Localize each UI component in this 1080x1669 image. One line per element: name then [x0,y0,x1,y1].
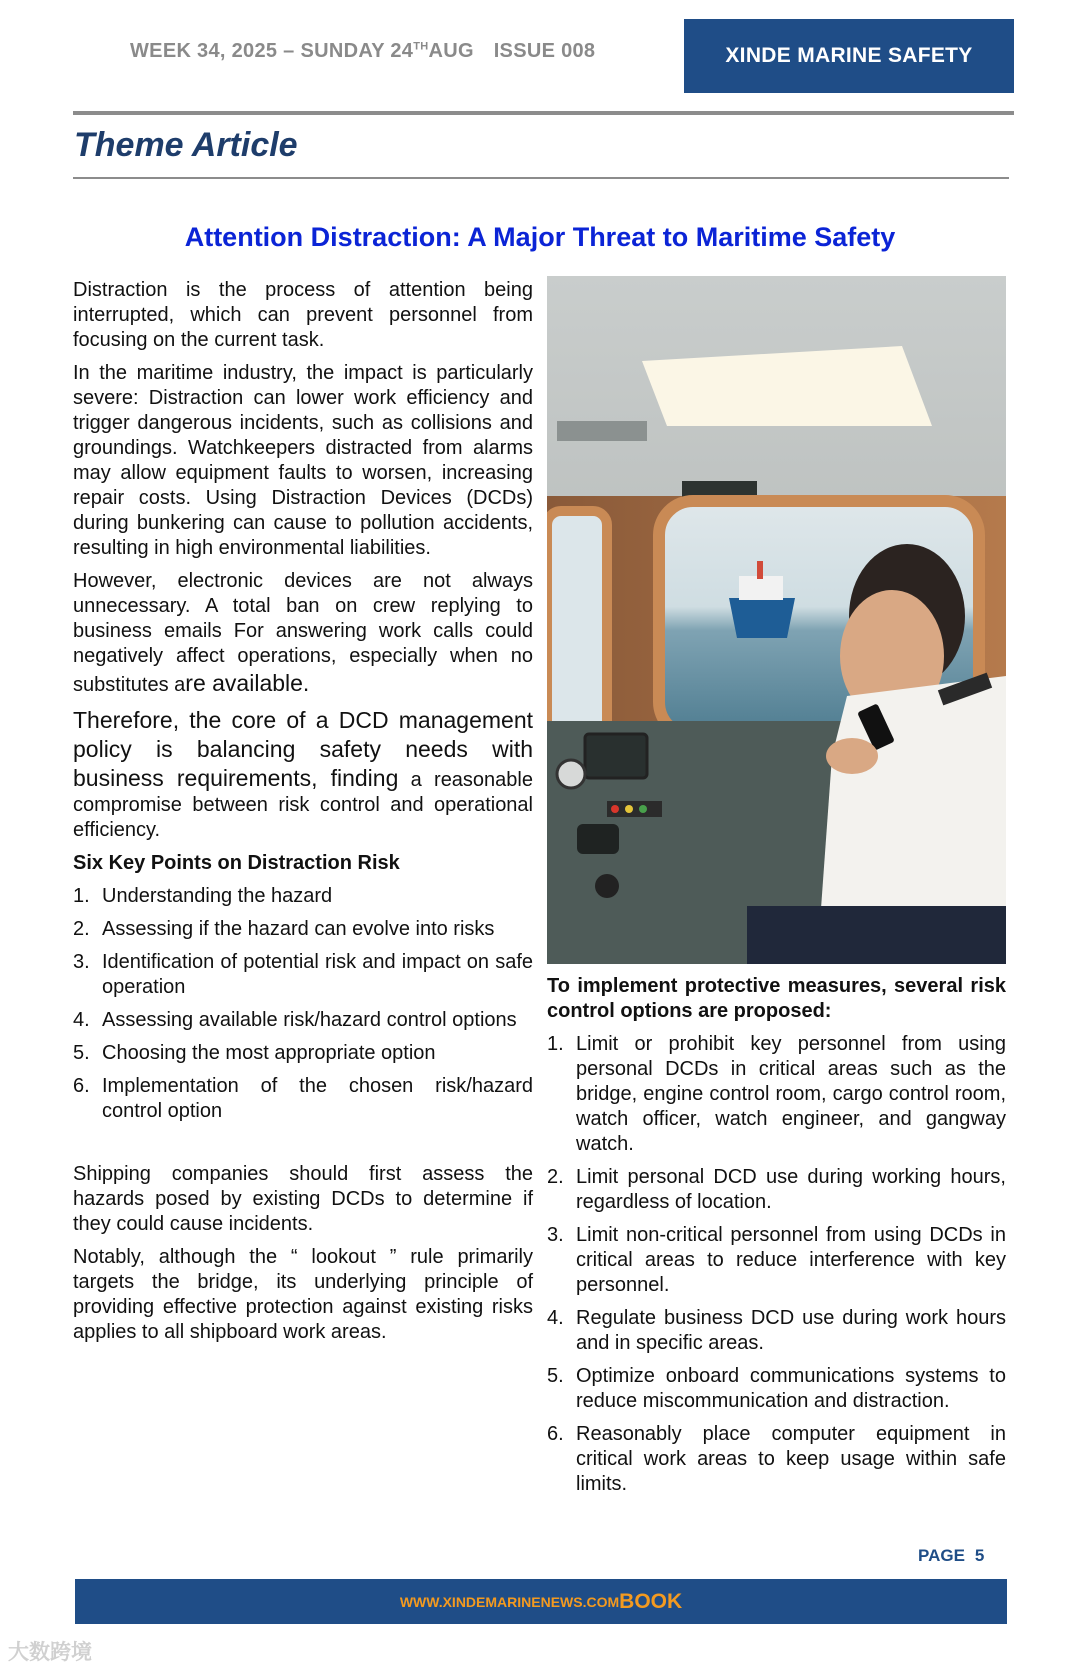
paragraph-however [73,569,533,698]
dash: – [283,40,295,62]
vessel-mast [757,561,763,579]
yellow-button [625,805,633,813]
paragraph-lookout: Notably, although the “ lookout ” rule primarily targets the bridge, its underlying principle of providing effective protection against existing risks applies to all shipboard work areas. [73,1246,533,1343]
paragraph-therefore-lead: Therefore, the core of a DCD management policy is balancing safety needs with business requirements, finding [73,707,533,791]
issue-label: ISSUE 008 [493,40,596,62]
key-points-heading: Six Key Points on Distraction Risk [73,852,400,874]
watermark: 大数跨境 [8,1641,92,1664]
list-item: 6. Implementation of the chosen risk/hazard control option [73,1075,533,1122]
paragraph-therefore-rest: a reasonable compromise between risk control and operational efficiency. [73,769,533,841]
bridge-officer-photo [547,276,1006,964]
officer-trousers [747,906,1006,964]
green-button [639,805,647,813]
console-screen [585,734,647,778]
footer-bar [75,1579,1007,1624]
paragraph-impact: In the maritime industry, the impact is particularly severe: Distraction can lower work efficiency and trigger dangerous incidents, such as collisions and groundings. Watchkeepers distracted from alarms may allow equipment faults to worsen, increasing repair costs. Using Distraction Devices (DCDs) during bunkering can cause to pollution accidents, resulting in high environmental liabilities. [73,362,533,559]
paragraph-assess: Shipping companies should first assess the hazards posed by existing DCDs to determine if they could cause incidents. [73,1163,533,1235]
red-button [611,805,619,813]
list-item: 1. Understanding the hazard [73,885,333,907]
section-divider [73,177,1009,179]
article-title: Attention Distraction: A Major Threat to Maritime Safety [184,222,896,252]
paragraph-definition: Distraction is the process of attention being interrupted, which can prevent personnel from focusing on the current task. [73,279,533,351]
vessel-cabin [739,576,783,600]
issue-info [130,40,595,63]
measures-lead: To implement protective measures, several risk control options are proposed: [547,975,1006,1022]
website-url: WWW.XINDEMARINENEWS.COM [399,1593,620,1610]
page-number: 5 [974,1546,985,1565]
side-window [547,511,607,741]
list-item: 3. Limit non-critical personnel from using DCDs in critical areas to reduce interference with key personnel. [547,1224,1006,1296]
right-column [547,974,1006,1505]
list-item: 2. Assessing if the hazard can evolve into risks [73,918,495,940]
header-divider [73,111,1014,115]
month-label: AUG [428,40,474,62]
throttle-lever [577,824,619,854]
footer-book: BOOK [619,1589,683,1613]
day-suffix: TH [413,40,429,53]
publication-brand: XINDE MARINE SAFETY [684,19,1014,93]
section-title: Theme Article [74,126,298,164]
list-item: 6. Reasonably place computer equipment in critical work areas to keep usage within safe limits. [547,1423,1006,1495]
control-knob [595,874,619,898]
approaching-vessel [729,598,795,638]
paragraph-therefore [73,706,533,843]
list-item: 4. Assessing available risk/hazard control options [73,1009,517,1031]
list-item: 2. Limit personal DCD use during working hours, regardless of location. [547,1166,1006,1213]
paragraph-however-end: re available. [185,670,310,696]
pressure-gauge [557,760,585,788]
left-column [73,278,533,1353]
key-points-list [73,884,533,1124]
measures-list [547,1032,1006,1497]
page-indicator [918,1546,984,1566]
day-label: SUNDAY 24 [300,40,414,62]
list-item: 5. Optimize onboard communications systems to reduce miscommunication and distraction. [547,1365,1006,1412]
list-item: 1. Limit or prohibit key personnel from using personal DCDs in critical areas such as the bridge, engine control room, cargo control room, watch officer, watch engineer, and gangway watch. [547,1033,1006,1155]
air-vent [557,421,647,441]
page-label: PAGE [918,1546,965,1565]
list-item: 5. Choosing the most appropriate option [73,1042,436,1064]
list-item: 3. Identification of potential risk and impact on safe operation [73,951,533,998]
list-item: 4. Regulate business DCD use during work hours and in specific areas. [547,1307,1006,1354]
footer-link[interactable] [75,1579,1007,1624]
officer-hands [826,738,878,774]
week-label: WEEK 34, 2025 [130,40,278,62]
paragraph-however-text: However, electronic devices are not always unnecessary. A total ban on crew replying to business emails For answering work calls could negatively affect operations, especially when no substitutes a [73,570,533,696]
